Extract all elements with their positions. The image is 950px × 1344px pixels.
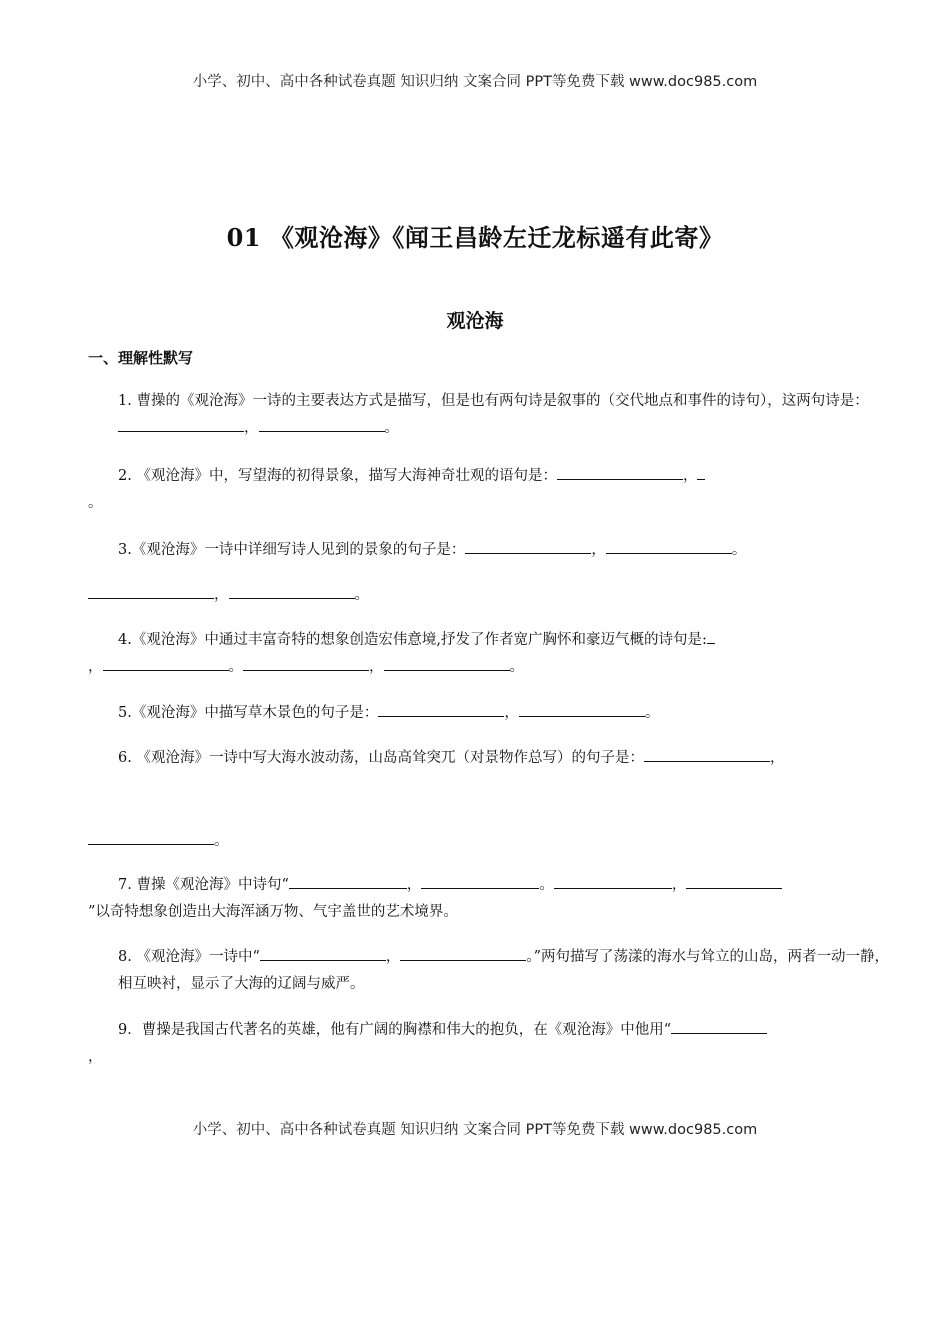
footer-banner: 小学、初中、高中各种试卷真题 知识归纳 文案合同 PPT等免费下载 www.doc985.com (192, 1122, 758, 1138)
answer-blank[interactable] (103, 654, 229, 671)
question-7 (88, 872, 894, 926)
question-6 (88, 745, 894, 772)
punct: ， (244, 420, 259, 436)
question-text: 7. 曹操《观沧海》中诗句“ (118, 877, 289, 893)
answer-blank[interactable] (400, 944, 526, 961)
question-text: 2. 《观沧海》中，写望海的初得景象，描写大海神奇壮观的语句是： (118, 468, 557, 484)
punct: ， (504, 705, 519, 721)
question-text: 6. 《观沧海》一诗中写大海水波动荡，山岛高耸突兀（对景物作总写）的句子是： (118, 750, 644, 766)
question-text: 9．曹操是我国古代著名的英雄，他有广阔的胸襟和伟大的抱负，在《观沧海》中他用“ (118, 1022, 672, 1038)
answer-blank[interactable] (229, 582, 355, 599)
punct: 。 (384, 420, 399, 436)
answer-blank[interactable] (118, 415, 244, 432)
punct: ， (369, 659, 384, 675)
question-text: 。”两句描写了荡漾的海水与耸立的山岛，两者一动一静，相互映衬，显示了大海的辽阔与威严。 (118, 949, 890, 992)
answer-blank[interactable] (421, 872, 539, 889)
answer-blank[interactable] (557, 463, 683, 480)
document-title: 01 《观沧海》《闻王昌龄左迁龙标遥有此寄》 (226, 223, 724, 252)
punct: ， (591, 542, 606, 558)
header-banner: 小学、初中、高中各种试卷真题 知识归纳 文案合同 PPT等免费下载 www.doc985.com (192, 74, 758, 90)
punct: ， (406, 877, 422, 893)
section-heading: 一、理解性默写 (88, 349, 194, 367)
answer-blank[interactable] (606, 537, 732, 554)
answer-blank[interactable] (697, 463, 705, 480)
answer-blank[interactable] (554, 872, 672, 889)
question-3-continued (88, 582, 864, 609)
answer-blank[interactable] (465, 537, 591, 554)
punct: 。 (228, 659, 243, 675)
answer-blank[interactable] (671, 1017, 767, 1034)
punct: 。 (731, 542, 747, 558)
answer-blank[interactable] (519, 700, 645, 717)
poem-title: 观沧海 (446, 310, 504, 332)
punct: 。 (509, 659, 524, 675)
punct: 。 (214, 833, 229, 849)
punct: 。 (88, 495, 103, 511)
answer-blank[interactable] (707, 627, 715, 644)
answer-blank[interactable] (243, 654, 369, 671)
answer-blank[interactable] (644, 745, 770, 762)
answer-blank[interactable] (259, 415, 385, 432)
question-text: 1. 曹操的《观沧海》一诗的主要表达方式是描写，但是也有两句诗是叙事的（交代地点和事件的诗句），这两句诗是： (118, 393, 869, 409)
answer-blank[interactable] (378, 700, 504, 717)
answer-blank[interactable] (260, 944, 386, 961)
punct: ， (88, 659, 103, 675)
answer-blank[interactable] (289, 872, 407, 889)
punct: ， (682, 468, 698, 484)
answer-blank[interactable] (384, 654, 510, 671)
punct: 。 (539, 877, 554, 893)
question-text: 5.《观沧海》中描写草木景色的句子是： (118, 705, 379, 721)
answer-blank[interactable] (686, 872, 782, 889)
question-3 (88, 537, 894, 564)
question-text: 3.《观沧海》一诗中详细写诗人见到的景象的句子是： (118, 542, 466, 558)
punct: 。 (354, 587, 369, 603)
question-6-continued (88, 828, 864, 855)
question-4 (88, 627, 894, 681)
question-text: 8. 《观沧海》一诗中“ (118, 949, 260, 965)
question-5 (88, 700, 894, 727)
question-1 (88, 388, 894, 442)
question-2 (88, 463, 894, 517)
punct: ， (769, 750, 785, 766)
punct: ， (88, 1049, 103, 1065)
punct: ， (671, 877, 687, 893)
question-8 (88, 944, 894, 998)
punct: ， (385, 949, 401, 965)
punct: ， (214, 587, 229, 603)
punct: 。 (644, 705, 660, 721)
answer-blank[interactable] (88, 582, 214, 599)
answer-blank[interactable] (88, 828, 214, 845)
question-text: 4.《观沧海》中通过丰富奇特的想象创造宏伟意境,抒发了作者宽广胸怀和豪迈气概的诗句是: (118, 632, 707, 648)
question-text: ”以奇特想象创造出大海浑涵万物、气宇盖世的艺术境界。 (88, 904, 458, 920)
question-9 (88, 1017, 894, 1071)
